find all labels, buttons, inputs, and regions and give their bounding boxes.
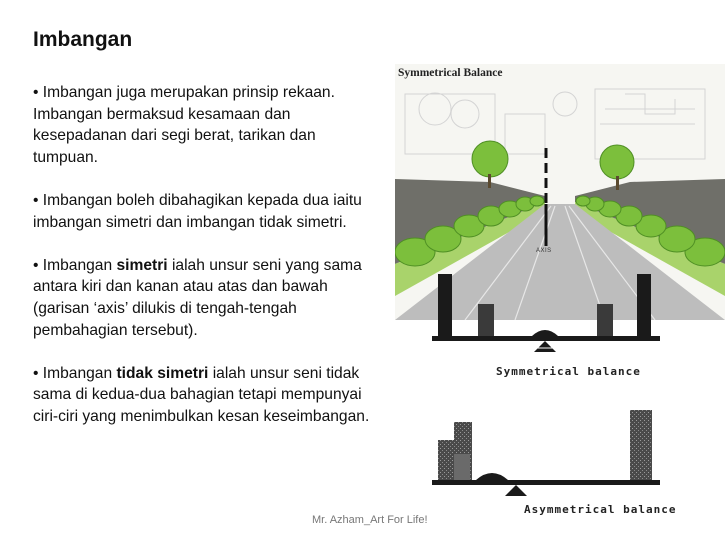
symmetrical-svg: [432, 268, 662, 356]
asymmetrical-caption: Asymmetrical balance: [524, 503, 677, 516]
p4-before: • Imbangan: [33, 364, 117, 382]
paragraph-3: [33, 255, 383, 341]
p4-bold: tidak simetri: [116, 364, 209, 382]
asymmetrical-svg: [432, 408, 662, 496]
body-text: [33, 82, 383, 449]
symmetrical-caption: Symmetrical balance: [496, 365, 641, 378]
paragraph-1: • Imbangan juga merupakan prinsip rekaan. Imbangan bermaksud kesamaan dan kesepadanan dari segi berat, tarikan dan tumpuan.: [33, 84, 335, 166]
p3-before: • Imbangan: [33, 256, 117, 274]
slide-title: Imbangan: [33, 28, 133, 51]
p4-after: ialah unsur seni tidak sama di kedua-dua bahagian tetapi mempunyai ciri-ciri yang menimbulkan kesan keseimbangan.: [33, 364, 370, 425]
symmetrical-balance-diagram: [432, 268, 662, 356]
p3-after: ialah unsur seni yang sama antara kiri dan kanan atau atas dan bawah (garisan ‘axis’ dilukis di tengah-tengah pembahagian tersebut).: [33, 256, 362, 339]
asymmetrical-balance-diagram: [432, 408, 662, 496]
paragraph-2: • Imbangan boleh dibahagikan kepada dua iaitu imbangan simetri dan imbangan tidak simetri.: [33, 191, 362, 231]
road-caption: Symmetrical Balance: [398, 67, 503, 79]
p3-bold: simetri: [116, 256, 168, 274]
axis-label: AXIS: [536, 248, 552, 254]
paragraph-4: [33, 363, 383, 428]
footer-credit: Mr. Azham_Art For Life!: [312, 514, 428, 526]
